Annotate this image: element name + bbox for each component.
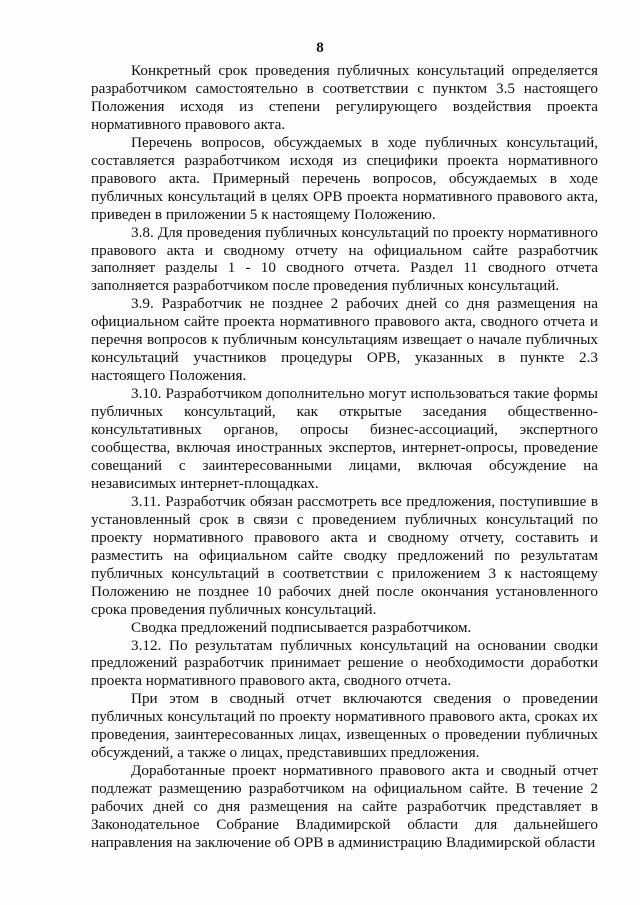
paragraph: 3.11. Разработчик обязан рассмотреть все предложения, поступившие в установленный срок в связи с проведением публичных консультаций по проекту нормативного правового акта и сводному отчету, составить и разместить на официальном сайте сводку предложений по результатам публичных консультаций в соответствии с приложением 3 к настоящему Положению не позднее 10 рабочих дней после окончания установленного срока проведения публичных консультаций. <box>91 492 598 618</box>
paragraph: 3.12. По результатам публичных консультаций на основании сводки предложений разработчик принимает решение о необходимости доработки проекта нормативного правового акта, сводного отчета. <box>91 636 598 690</box>
paragraph: Конкретный срок проведения публичных консультаций определяется разработчиком самостоятельно в соответствии с пунктом 3.5 настоящего Положения исходя из степени регулирующего воздействия проекта нормативного правового акта. <box>91 62 598 133</box>
paragraph: Доработанные проект нормативного правового акта и сводный отчет подлежат размещению разработчиком на официальном сайте. В течение 2 рабочих дней со дня размещения на сайте разработчик представляет в Законодательное Собрание Владимирской области для дальнейшего направления на заключение об ОРВ в администрацию Владимирской области <box>91 762 598 851</box>
paragraph: 3.8. Для проведения публичных консультаций по проекту нормативного правового акта и сводному отчету на официальном сайте разработчик заполняет разделы 1 - 10 сводного отчета. Раздел 11 сводного отчета заполняется разработчиком после проведения публичных консультаций. <box>91 223 598 295</box>
paragraph: 3.9. Разработчик не позднее 2 рабочих дней со дня размещения на официальном сайте проекта нормативного правового акта, сводного отчета и перечня вопросов к публичным консультациям извещает о начале публичных консультаций участников процедуры ОРВ, указанных в пункте 2.3 настоящего Положения. <box>91 295 598 385</box>
paragraph: 3.10. Разработчиком дополнительно могут использоваться такие формы публичных консультаций, как открытые заседания общественно-консультативных органов, опросы бизнес-ассоциаций, экспертного сообщества, включая иностранных экспертов, интернет-опросы, проведение совещаний с заинтересованными лицами, включая обсуждение на независимых интернет-площадках. <box>91 385 598 492</box>
paragraph: Сводка предложений подписывается разработчиком. <box>131 618 472 636</box>
page-number: 8 <box>316 40 324 56</box>
paragraph: При этом в сводный отчет включаются сведения о проведении публичных консультаций по проекту нормативного правового акта, сроках их проведения, заинтересованных лицах, извещенных о проведении публичных обсуждений, а также о лицах, представивших предложения. <box>91 690 598 762</box>
paragraph: Перечень вопросов, обсуждаемых в ходе публичных консультаций, составляется разработчиком исходя из специфики проекта нормативного правового акта. Примерный перечень вопросов, обсуждаемых в ходе публичных консультаций в целях ОРВ проекта нормативного правового акта, приведен в приложении 5 к настоящему Положению. <box>91 133 598 223</box>
document-body <box>91 62 598 852</box>
